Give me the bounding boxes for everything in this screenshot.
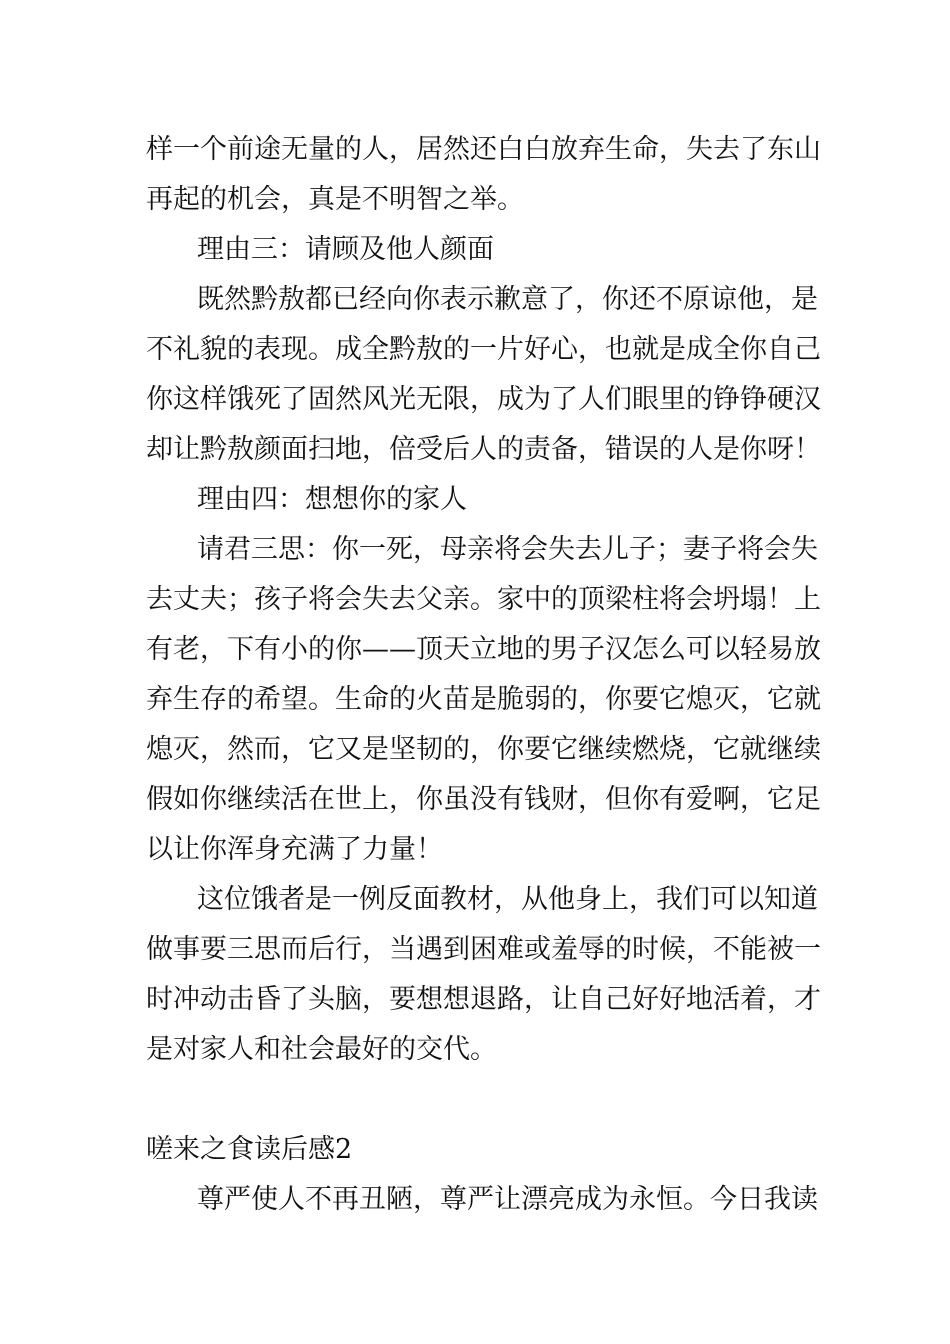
- text-line: 你这样饿死了固然风光无限，成为了人们眼里的铮铮硬汉: [146, 384, 821, 415]
- text-line: 时冲动击昏了头脑，要想想退路，让自己好好地活着，才: [146, 984, 821, 1015]
- text-line: 以让你浑身充满了力量！: [146, 834, 443, 865]
- section-heading: 理由四：想想你的家人: [197, 484, 467, 515]
- text-line: 做事要三思而后行，当遇到困难或羞辱的时候，不能被一: [146, 934, 821, 965]
- text-line: 是对家人和社会最好的交代。: [146, 1034, 497, 1065]
- text-line: 熄灭，然而，它又是坚韧的，你要它继续燃烧，它就继续: [146, 734, 821, 765]
- section-heading: 理由三：请顾及他人颜面: [197, 234, 494, 265]
- text-line: 假如你继续活在世上，你虽没有钱财，但你有爱啊，它足: [146, 784, 821, 815]
- text-line: 这位饿者是一例反面教材，从他身上，我们可以知道: [197, 884, 818, 915]
- text-line: 不礼貌的表现。成全黔敖的一片好心，也就是成全你自己: [146, 334, 821, 365]
- text-line: 去丈夫；孩子将会失去父亲。家中的顶梁柱将会坍塌！上: [146, 584, 821, 615]
- text-line: 既然黔敖都已经向你表示歉意了，你还不原谅他，是: [197, 284, 818, 315]
- article-title: 嗟来之食读后感2: [146, 1134, 353, 1165]
- text-line: 再起的机会，真是不明智之举。: [146, 184, 524, 215]
- text-line: 有老，下有小的你——顶天立地的男子汉怎么可以轻易放: [146, 634, 821, 665]
- text-line: 却让黔敖颜面扫地，倍受后人的责备，错误的人是你呀！: [146, 434, 821, 465]
- text-line: 请君三思：你一死，母亲将会失去儿子；妻子将会失: [197, 534, 818, 565]
- text-line: 样一个前途无量的人，居然还白白放弃生命，失去了东山: [146, 134, 821, 165]
- text-line: 尊严使人不再丑陋，尊严让漂亮成为永恒。今日我读: [197, 1184, 818, 1215]
- text-line: 弃生存的希望。生命的火苗是脆弱的，你要它熄灭，它就: [146, 684, 821, 715]
